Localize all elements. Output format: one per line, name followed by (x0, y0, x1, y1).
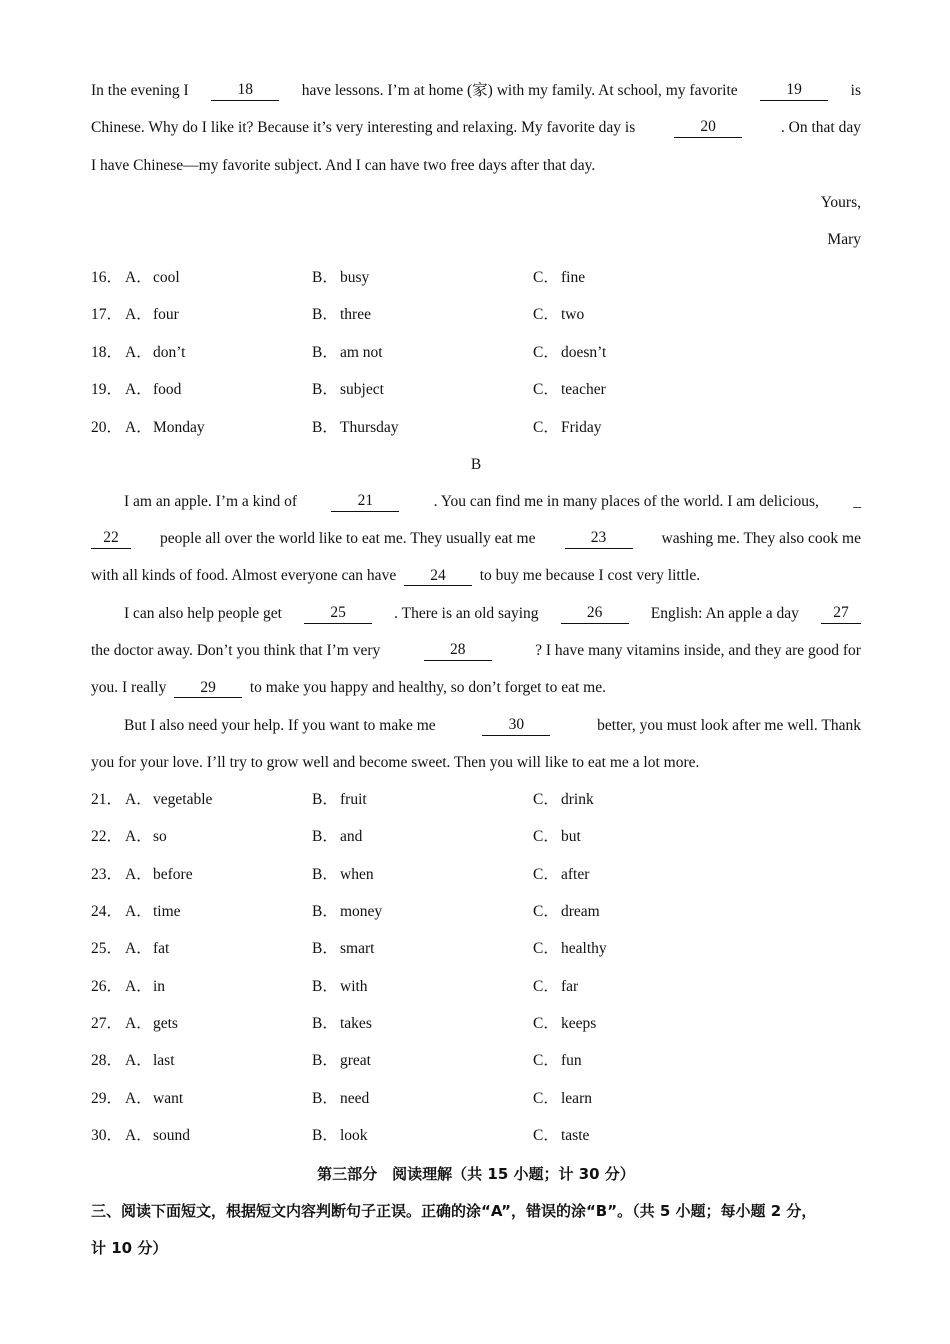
option-letter: C． (533, 977, 559, 995)
text: is (850, 82, 861, 99)
question-number: 29． (91, 1089, 123, 1107)
option-text: far (561, 977, 579, 995)
option-letter: A． (125, 828, 152, 846)
question-row (91, 1051, 861, 1071)
option-letter: A． (125, 940, 152, 958)
question-row (91, 1126, 861, 1146)
text: to make you happy and healthy, so don’t forget to eat me. (249, 679, 606, 696)
option-letter: C． (533, 903, 559, 921)
question-number: 17． (91, 306, 123, 324)
option-text: two (561, 306, 585, 324)
passage-b-line-5 (91, 641, 861, 661)
option-c[interactable] (533, 343, 606, 363)
option-letter: B． (312, 791, 338, 808)
option-b[interactable] (312, 268, 369, 288)
option-letter: B． (312, 381, 338, 399)
blank-27: 27 (821, 604, 861, 624)
option-text: subject (340, 381, 384, 399)
text: washing me. They also cook me (661, 530, 861, 547)
option-text: Monday (153, 418, 205, 436)
option-text: look (340, 1127, 368, 1145)
option-text: in (153, 977, 166, 995)
option-letter: B． (312, 865, 338, 883)
option-c[interactable] (533, 1089, 592, 1109)
letter-closing: Yours, (820, 194, 861, 211)
option-b[interactable] (312, 1051, 371, 1071)
blank-30: 30 (482, 716, 550, 736)
option-text: fruit (340, 791, 367, 808)
option-text: vegetable (153, 791, 213, 808)
option-letter: B． (312, 306, 338, 324)
section-3-instruction-line-1: 三、阅读下面短文，根据短文内容判断句子正误。正确的涂“A”，错误的涂“B”。（共 5 小题；每小题 2 分， (91, 1202, 817, 1220)
blank-29: 29 (174, 679, 242, 698)
option-letter: A． (125, 269, 152, 286)
option-text: before (153, 865, 193, 883)
text: people all over the world like to eat me. They usually eat me (160, 530, 536, 547)
text: have lessons. I’m at home (家) with my family. At school, my favorite (301, 82, 738, 99)
option-text: drink (561, 791, 594, 808)
question-number: 28． (91, 1052, 123, 1070)
blank-25: 25 (304, 604, 372, 624)
option-a[interactable] (125, 865, 193, 885)
blank-23: 23 (565, 529, 633, 549)
option-a[interactable] (125, 1014, 178, 1034)
passage-b-line-2 (91, 529, 861, 549)
option-text: busy (340, 269, 370, 286)
option-letter: B． (312, 940, 338, 958)
question-row (91, 827, 861, 847)
option-letter: A． (125, 418, 152, 436)
option-letter: B． (312, 1089, 338, 1107)
option-text: Friday (561, 418, 602, 436)
option-text: fine (561, 269, 586, 286)
option-a[interactable] (125, 977, 165, 997)
blank-18: 18 (211, 81, 279, 101)
option-a[interactable] (125, 902, 181, 922)
passage-a-line-2 (91, 118, 861, 138)
option-text: last (153, 1052, 175, 1070)
option-text: healthy (561, 940, 607, 958)
question-row (91, 939, 861, 959)
question-number: 19． (91, 381, 123, 399)
passage-a-line-1 (91, 81, 861, 101)
option-c[interactable] (533, 1051, 582, 1071)
passage-b-line-6 (91, 678, 861, 698)
option-letter: C． (533, 418, 559, 436)
option-text: takes (340, 1015, 372, 1033)
question-row (91, 1089, 861, 1109)
option-b[interactable] (312, 790, 367, 810)
option-text: want (153, 1089, 184, 1107)
blank-26: 26 (561, 604, 629, 624)
text: But I also need your help. If you want to make me (124, 717, 436, 734)
option-c[interactable] (533, 939, 607, 959)
option-letter: C． (533, 306, 559, 324)
blank-20: 20 (674, 118, 742, 138)
question-row (91, 1014, 861, 1034)
question-number: 16． (91, 269, 123, 286)
option-text: don’t (153, 343, 186, 361)
blank-19: 19 (760, 81, 828, 101)
option-letter: C． (533, 1089, 559, 1107)
option-letter: A． (125, 1127, 152, 1145)
passage-b-line-8: you for your love. I’ll try to grow well and become sweet. Then you will like to eat me a lot more. (91, 754, 700, 771)
passage-b-line-1 (91, 492, 861, 512)
blank-28: 28 (424, 641, 492, 661)
option-letter: A． (125, 977, 152, 995)
option-c[interactable] (533, 380, 606, 400)
option-letter: C． (533, 381, 559, 399)
option-a[interactable] (125, 1126, 190, 1146)
option-text: three (340, 306, 371, 324)
option-c[interactable] (533, 305, 584, 325)
part-3-title: 第三部分 阅读理解（共 15 小题；计 30 分） (317, 1165, 635, 1183)
option-letter: A． (125, 903, 152, 921)
option-a[interactable] (125, 343, 185, 363)
option-c[interactable] (533, 418, 601, 438)
option-b[interactable] (312, 1014, 372, 1034)
option-text: gets (153, 1015, 178, 1033)
question-number: 25． (91, 940, 123, 958)
option-letter: B． (312, 1127, 338, 1145)
question-number: 18． (91, 343, 123, 361)
option-text: time (153, 903, 181, 921)
option-a[interactable] (125, 1051, 175, 1071)
question-row (91, 902, 861, 922)
question-number: 27． (91, 1015, 123, 1033)
option-letter: A． (125, 1015, 152, 1033)
letter-signature: Mary (827, 231, 861, 248)
option-b[interactable] (312, 939, 374, 959)
option-text: keeps (561, 1015, 597, 1033)
option-text: Thursday (340, 418, 399, 436)
option-c[interactable] (533, 977, 578, 997)
text: the doctor away. Don’t you think that I’m very (91, 642, 381, 659)
question-row (91, 305, 861, 325)
option-a[interactable] (125, 418, 205, 438)
option-text: teacher (561, 381, 606, 399)
section-3-instruction-line-2: 计 10 分） (91, 1239, 168, 1257)
option-text: and (340, 828, 363, 846)
text: . On that day (780, 119, 861, 136)
question-row (91, 418, 861, 438)
question-row (91, 865, 861, 885)
option-text: smart (340, 940, 375, 958)
option-letter: C． (533, 1127, 559, 1145)
option-letter: A． (125, 791, 152, 808)
option-letter: C． (533, 269, 559, 286)
option-text: fun (561, 1052, 582, 1070)
option-b[interactable] (312, 305, 371, 325)
passage-b-line-4 (91, 604, 861, 624)
option-letter: B． (312, 828, 338, 846)
option-letter: B． (312, 1015, 338, 1033)
option-text: learn (561, 1089, 592, 1107)
option-b[interactable] (312, 380, 384, 400)
option-b[interactable] (312, 865, 374, 885)
question-number: 30． (91, 1127, 123, 1145)
question-row (91, 977, 861, 997)
option-text: am not (340, 343, 383, 361)
option-c[interactable] (533, 827, 581, 847)
option-letter: B． (312, 269, 338, 286)
option-a[interactable] (125, 939, 169, 959)
option-a[interactable] (125, 827, 167, 847)
option-text: dream (561, 903, 600, 921)
option-letter: C． (533, 865, 559, 883)
section-b-title: B (470, 456, 482, 473)
question-row (91, 268, 861, 288)
option-a[interactable] (125, 268, 180, 288)
option-text: food (153, 381, 182, 399)
question-number: 23． (91, 865, 123, 883)
option-a[interactable] (125, 1089, 183, 1109)
option-text: taste (561, 1127, 590, 1145)
option-c[interactable] (533, 1126, 589, 1146)
option-text: but (561, 828, 581, 846)
question-row (91, 380, 861, 400)
option-b[interactable] (312, 343, 383, 363)
option-c[interactable] (533, 268, 585, 288)
option-text: doesn’t (561, 343, 607, 361)
option-c[interactable] (533, 865, 589, 885)
option-letter: A． (125, 306, 152, 324)
text: _ (853, 493, 861, 510)
option-text: great (340, 1052, 371, 1070)
text: In the evening I (91, 82, 189, 99)
option-a[interactable] (125, 305, 179, 325)
text: you. I really (91, 679, 167, 696)
option-a[interactable] (125, 380, 181, 400)
text: to buy me because I cost very little. (479, 567, 701, 584)
option-text: four (153, 306, 179, 324)
option-letter: C． (533, 1015, 559, 1033)
question-number: 21． (91, 791, 123, 808)
option-letter: C． (533, 343, 559, 361)
text: . There is an old saying (394, 605, 539, 622)
option-letter: B． (312, 418, 338, 436)
text: I can also help people get (124, 605, 282, 622)
text: English: An apple a day (650, 605, 799, 622)
option-letter: B． (312, 1052, 338, 1070)
option-b[interactable] (312, 902, 382, 922)
option-letter: C． (533, 1052, 559, 1070)
option-b[interactable] (312, 827, 362, 847)
option-c[interactable] (533, 1014, 596, 1034)
option-c[interactable] (533, 902, 600, 922)
option-letter: C． (533, 828, 559, 846)
text: ? I have many vitamins inside, and they are good for (535, 642, 861, 659)
question-row (91, 343, 861, 363)
option-text: so (153, 828, 167, 846)
option-b[interactable] (312, 977, 368, 997)
option-letter: A． (125, 1052, 152, 1070)
option-a[interactable] (125, 790, 212, 810)
option-text: with (340, 977, 368, 995)
option-letter: B． (312, 977, 338, 995)
option-letter: B． (312, 343, 338, 361)
question-number: 22． (91, 828, 123, 846)
option-text: money (340, 903, 383, 921)
passage-a-line-3: I have Chinese—my favorite subject. And I can have two free days after that day. (91, 157, 596, 174)
blank-22: 22 (91, 529, 131, 549)
question-row (91, 790, 861, 810)
question-number: 24． (91, 903, 123, 921)
option-c[interactable] (533, 790, 594, 810)
option-letter: A． (125, 381, 152, 399)
blank-21: 21 (331, 492, 399, 512)
question-number: 20． (91, 418, 123, 436)
option-letter: C． (533, 791, 559, 808)
option-letter: A． (125, 865, 152, 883)
option-letter: A． (125, 1089, 152, 1107)
option-letter: A． (125, 343, 152, 361)
passage-b-line-7 (91, 716, 861, 736)
option-letter: C． (533, 940, 559, 958)
option-b[interactable] (312, 1126, 368, 1146)
option-text: fat (153, 940, 170, 958)
passage-b-line-3 (91, 566, 861, 586)
text: with all kinds of food. Almost everyone can have (91, 567, 397, 584)
option-text: need (340, 1089, 370, 1107)
option-b[interactable] (312, 418, 399, 438)
question-number: 26． (91, 977, 123, 995)
option-text: cool (153, 269, 180, 286)
text: Chinese. Why do I like it? Because it’s very interesting and relaxing. My favorite day is (91, 119, 636, 136)
option-letter: B． (312, 903, 338, 921)
text: better, you must look after me well. Thank (597, 717, 861, 734)
text: I am an apple. I’m a kind of (124, 493, 298, 510)
option-b[interactable] (312, 1089, 369, 1109)
text: . You can find me in many places of the world. I am delicious, (433, 493, 819, 510)
option-text: when (340, 865, 374, 883)
option-text: after (561, 865, 590, 883)
blank-24: 24 (404, 567, 472, 586)
option-text: sound (153, 1127, 191, 1145)
